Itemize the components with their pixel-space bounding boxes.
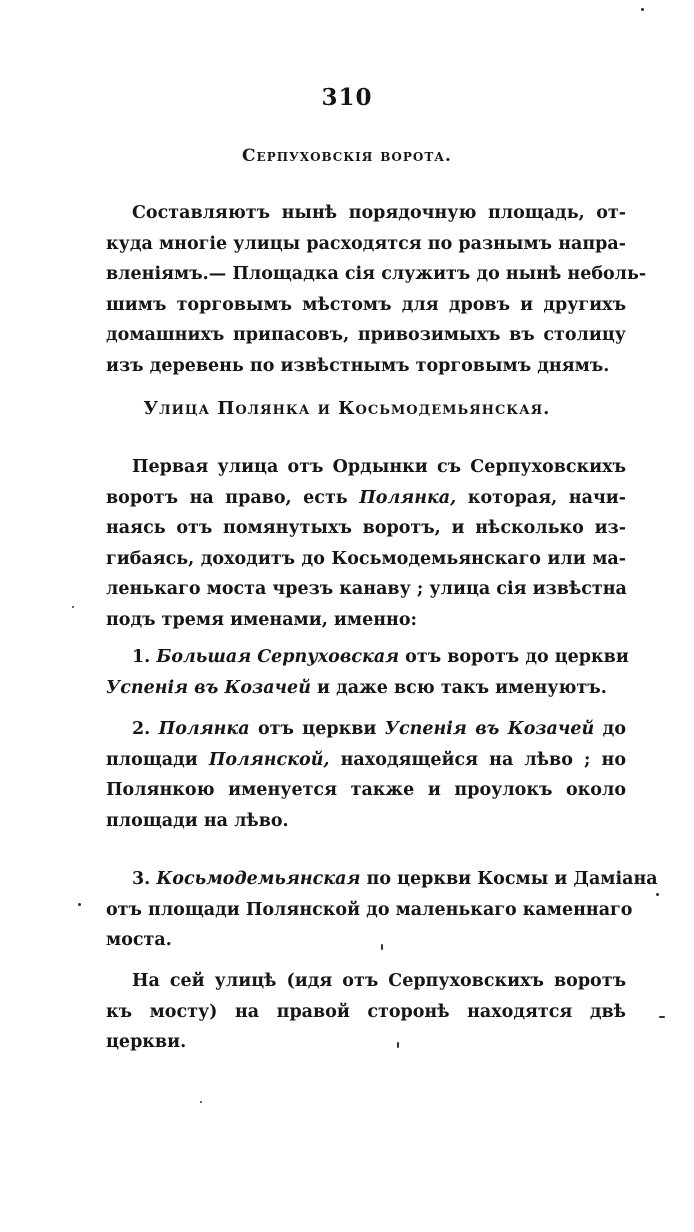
text-line: наясь отъ помянутыхъ воротъ, и нѣсколько из-	[106, 518, 626, 538]
text-line: площади на лѣво.	[106, 810, 289, 831]
paragraph-serpukhov-gate	[106, 198, 647, 381]
text-line: воротъ на право, есть Полянка, которая, начи-	[106, 487, 626, 508]
text-line: 2. Полянка отъ церкви Успенія въ Козачей до	[132, 719, 626, 739]
text-line: площади Полянской, находящейся на лѣво ; но	[106, 749, 626, 770]
scan-speck	[72, 606, 74, 608]
section-heading-polyanka-street: Улица Полянка и Косьмодемьянская.	[143, 398, 551, 419]
list-item-polyanka	[106, 714, 626, 836]
text-line: къ мосту) на правой сторонѣ находятся двѣ	[106, 1001, 626, 1022]
text-line: домашнихъ припасовъ, привозимыхъ въ столицу	[106, 325, 626, 345]
scan-speck	[381, 944, 383, 950]
list-item-bolshaya-serpukhovskaya	[106, 642, 629, 703]
text-line: подъ тремя именами, именно:	[106, 609, 417, 630]
scan-speck	[397, 1042, 399, 1048]
text-line: На сей улицѣ (идя отъ Серпуховскихъ воротъ	[132, 971, 626, 991]
text-line: Полянкою именуется также и проулокъ около	[106, 780, 626, 800]
section-heading-serpukhov-gate: Серпуховскія ворота.	[242, 146, 452, 166]
scan-speck	[659, 1016, 665, 1018]
text-line: 1. Большая Серпуховская отъ воротъ до церкви	[132, 647, 629, 667]
text-line: гибаясь, доходитъ до Косьмодемьянскаго или ма-	[106, 548, 626, 569]
text-line: отъ площади Полянской до маленькаго каменнаго	[106, 899, 633, 920]
text-line: Первая улица отъ Ордынки съ Серпуховскихъ	[132, 457, 626, 477]
scan-speck	[641, 8, 644, 11]
text-line: Составляютъ нынѣ порядочную площадь, от-	[132, 203, 626, 223]
paragraph-closing	[106, 966, 626, 1058]
text-line: моста.	[106, 930, 172, 950]
page-number: 310	[321, 84, 373, 111]
text-line: 3. Косьмодемьянская по церкви Космы и Даміана	[132, 869, 658, 889]
text-line: церкви.	[106, 1032, 187, 1052]
text-line: шимъ торговымъ мѣстомъ для дровъ и другихъ	[106, 294, 626, 315]
text-line: куда многіе улицы расходятся по разнымъ напра-	[106, 233, 626, 254]
list-item-kosmodemyanskaya	[106, 864, 658, 956]
scan-speck	[78, 903, 81, 906]
text-line: ленькаго моста чрезъ канаву ; улица сія извѣстна	[106, 579, 627, 599]
text-line: Успенія въ Козачей и даже всю такъ именуютъ.	[106, 677, 607, 698]
text-line: изъ деревень по извѣстнымъ торговымъ днямъ.	[106, 355, 610, 376]
paragraph-polyanka-intro	[106, 452, 626, 635]
scan-speck	[200, 1101, 202, 1103]
text-line: вленіямъ.— Площадка сія служитъ до нынѣ неболь-	[106, 264, 647, 284]
scan-speck	[656, 893, 659, 896]
